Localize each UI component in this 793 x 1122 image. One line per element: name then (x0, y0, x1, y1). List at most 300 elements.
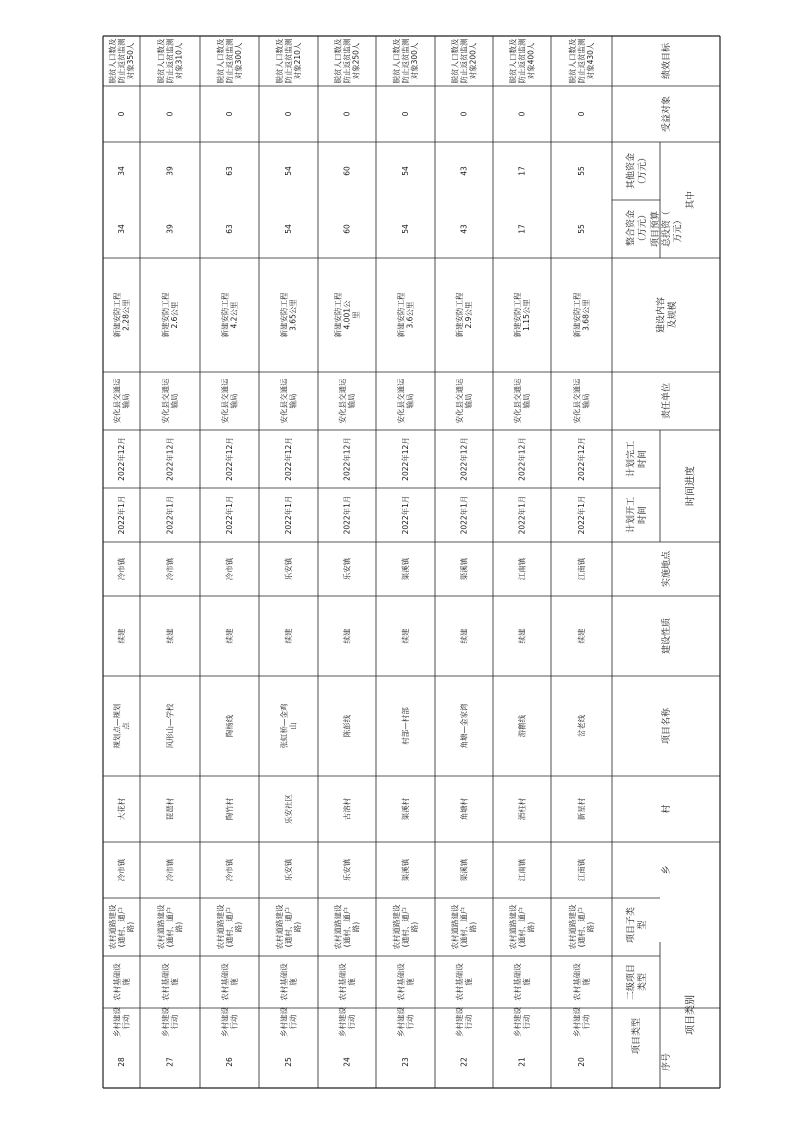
header-total-budget (649, 211, 684, 247)
cell-end (165, 437, 175, 481)
cell-sub-type-text: 农村道路建设(通村、通户路) (508, 904, 536, 950)
cell-construction-nature (116, 628, 126, 643)
cell-other-funds-text: 0 (165, 111, 175, 117)
cell-township-text: 江南镇 (517, 858, 527, 882)
cell-village (400, 797, 410, 820)
cell-township-text: 冷市镇 (165, 858, 175, 882)
cell-responsible-unit (396, 378, 415, 423)
cell-sub-type-text: 农村道路建设(通村、通户路) (333, 904, 361, 950)
cell-location-text: 渠溪镇 (459, 557, 469, 581)
cell-township-text: 江南镇 (577, 858, 587, 882)
cell-end-text: 2022年12月 (284, 437, 294, 481)
cell-content-scale-text: 新建安防工程3.68公里 (572, 292, 591, 338)
cell-end-text: 2022年12月 (401, 437, 411, 481)
cell-beneficiaries-text: 脱贫人口数及防止返贫监测对象300人 (392, 38, 420, 84)
cell-other-funds (460, 111, 469, 116)
cell-sub-type (274, 904, 302, 949)
cell-village (576, 797, 586, 820)
cell-construction-nature (400, 628, 410, 643)
cell-township (116, 858, 126, 881)
cell-responsible-unit-text: 安化县交通运输局 (455, 378, 474, 424)
cell-seq (166, 1057, 175, 1067)
cell-location-text: 乐安镇 (284, 557, 294, 581)
cell-beneficiaries (508, 38, 536, 83)
cell-content-scale-text: 新建安防工程4.2公里 (220, 292, 239, 338)
cell-total-budget-text: 34 (117, 224, 127, 234)
cell-start-text: 2022年1月 (459, 495, 469, 535)
header-village (660, 804, 672, 813)
cell-integrated-funds (460, 166, 469, 176)
cell-township-text: 渠溪镇 (459, 858, 469, 882)
cell-beneficiaries (156, 38, 184, 83)
cell-start (165, 496, 175, 535)
cell-seq (460, 1057, 469, 1067)
cell-responsible-unit-text: 安化县交通运输局 (161, 378, 180, 424)
cell-township (224, 858, 234, 881)
cell-responsible-unit-text: 安化县交通运输局 (220, 378, 239, 424)
cell-end (459, 437, 469, 481)
header-start-text: 计划开工时间 (626, 496, 648, 534)
header-other-funds-text: 其他资金（万元） (626, 152, 648, 190)
cell-responsible-unit (112, 378, 131, 423)
cell-start (400, 496, 410, 535)
cell-responsible-unit (337, 378, 356, 423)
cell-construction-nature-text: 续建 (342, 628, 352, 644)
cell-integrated-funds-text: 63 (225, 166, 235, 176)
cell-start (224, 496, 234, 535)
cell-integrated-funds-text: 34 (117, 166, 127, 176)
cell-construction-nature-text: 续建 (459, 628, 469, 644)
cell-sub-type-text: 农村道路建设(通村、通户路) (450, 904, 478, 950)
cell-project-type (572, 1007, 591, 1037)
cell-level2-type-text: 农村基础设施 (396, 963, 415, 1001)
cell-level2-type-text: 农村基础设施 (513, 963, 532, 1001)
cell-seq (577, 1057, 586, 1067)
cell-total-budget-text: 60 (342, 224, 352, 234)
cell-end (342, 437, 352, 481)
header-start (625, 497, 648, 533)
cell-project-type-text: 乡村建设行动 (112, 1007, 131, 1037)
cell-township-text: 冷市镇 (117, 858, 127, 882)
header-project-type-text: 项目类型 (632, 1017, 643, 1055)
header-performance-goal (660, 42, 672, 79)
cell-beneficiaries-text: 脱贫人口数及防止返贫监测对象430人 (568, 38, 596, 84)
cell-content-scale-text: 新建安防工程2.9公里 (455, 292, 474, 338)
cell-start-text: 2022年1月 (225, 495, 235, 535)
cell-total-budget (343, 224, 352, 234)
cell-village-text: 乐安社区 (284, 794, 294, 824)
cell-integrated-funds (401, 166, 410, 176)
cell-seq-text: 27 (165, 1057, 175, 1067)
cell-project-type-text: 乡村建设行动 (279, 1007, 298, 1037)
cell-seq-text: 21 (517, 1057, 527, 1067)
cell-end-text: 2022年12月 (225, 437, 235, 481)
cell-project-type-text: 乡村建设行动 (161, 1007, 180, 1037)
cell-total-budget-text: 43 (459, 224, 469, 234)
cell-start-text: 2022年1月 (517, 495, 527, 535)
cell-end-text: 2022年12月 (459, 437, 469, 481)
header-township (660, 865, 672, 874)
cell-project-name (576, 714, 586, 737)
cell-integrated-funds-text: 54 (401, 166, 411, 176)
cell-level2-type-text: 农村基础设施 (220, 963, 239, 1001)
cell-integrated-funds (225, 166, 234, 176)
cell-total-budget-text: 63 (225, 224, 235, 234)
cell-location (283, 557, 293, 580)
cell-location-text: 冷市镇 (165, 557, 175, 581)
cell-other-funds-text: 0 (459, 111, 469, 117)
cell-sub-type-text: 农村道路建设(通村、通户路) (275, 904, 303, 950)
cell-project-type-text: 乡村建设行动 (220, 1007, 239, 1037)
cell-end (224, 437, 234, 481)
cell-integrated-funds-text: 55 (577, 166, 587, 176)
cell-start-text: 2022年1月 (117, 495, 127, 535)
cell-project-type-text: 乡村建设行动 (513, 1007, 532, 1037)
header-construction-nature-text: 建设性质 (662, 617, 673, 655)
cell-project-type-text: 乡村建设行动 (455, 1007, 474, 1037)
cell-content-scale (160, 292, 179, 337)
cell-level2-type (396, 963, 415, 1001)
cell-total-budget (166, 224, 175, 234)
cell-location (165, 557, 175, 580)
cell-seq (284, 1057, 293, 1067)
cell-township-text: 乐安镇 (284, 858, 294, 882)
header-integrated-funds-text: 整合资金（万元） (626, 209, 648, 247)
cell-other-funds (117, 111, 126, 116)
cell-location (400, 557, 410, 580)
cell-project-name (459, 703, 469, 748)
header-location-text: 实施地点 (662, 550, 673, 588)
cell-end (400, 437, 410, 481)
cell-seq-text: 26 (225, 1057, 235, 1067)
cell-total-budget (401, 224, 410, 234)
cell-township (459, 858, 469, 881)
cell-project-name (517, 714, 527, 737)
header-responsible-unit-text: 责任单位 (662, 382, 673, 420)
cell-responsible-unit-text: 安化县交通运输局 (279, 378, 298, 424)
cell-sub-type-text: 农村道路建设(通村、通户路) (108, 904, 136, 950)
cell-sub-type (508, 904, 536, 949)
cell-other-funds-text: 0 (342, 111, 352, 117)
cell-total-budget (518, 224, 527, 234)
cell-seq-text: 22 (459, 1057, 469, 1067)
cell-responsible-unit-text: 安化县交通运输局 (396, 378, 415, 424)
cell-responsible-unit (160, 378, 179, 423)
cell-end-text: 2022年12月 (165, 437, 175, 481)
header-seq (660, 1053, 672, 1071)
cell-integrated-funds (117, 166, 126, 176)
cell-township-text: 乐安镇 (342, 858, 352, 882)
header-village-text: 村 (662, 804, 673, 814)
cell-sub-type (215, 904, 243, 949)
header-performance-goal-text: 绩效目标 (662, 42, 673, 80)
cell-start (517, 496, 527, 535)
cell-content-scale-text: 新建安防工程4.001公里 (333, 292, 361, 338)
cell-project-name-text: 规划点—规划点 (112, 703, 131, 749)
cell-integrated-funds-text: 39 (165, 166, 175, 176)
header-responsible-unit (660, 383, 672, 419)
cell-end-text: 2022年12月 (577, 437, 587, 481)
cell-end (283, 437, 293, 481)
cell-start-text: 2022年1月 (577, 495, 587, 535)
cell-seq-text: 23 (401, 1057, 411, 1067)
cell-sub-type (391, 904, 419, 949)
cell-location-text: 乐安镇 (342, 557, 352, 581)
cell-total-budget (577, 224, 586, 234)
cell-village (459, 797, 469, 820)
cell-project-name-text: 岔老线 (577, 714, 587, 738)
header-level2-type (626, 964, 648, 1000)
cell-content-scale (220, 292, 239, 337)
cell-project-name (224, 714, 234, 737)
cell-location-text: 冷市镇 (225, 557, 235, 581)
cell-project-name-text: 游鹅线 (517, 714, 527, 738)
cell-integrated-funds-text: 43 (459, 166, 469, 176)
cell-township (283, 858, 293, 881)
cell-project-name (165, 703, 175, 748)
header-beneficiaries (660, 96, 672, 132)
header-end (625, 441, 648, 477)
cell-total-budget-text: 54 (284, 224, 294, 234)
cell-beneficiaries-text: 脱贫人口数及防止返贫监测对象400人 (508, 38, 536, 84)
cell-integrated-funds (166, 166, 175, 176)
cell-level2-type-text: 农村基础设施 (161, 963, 180, 1001)
cell-total-budget-text: 39 (165, 224, 175, 234)
cell-other-funds-text: 0 (117, 111, 127, 117)
header-project-type (630, 1018, 642, 1054)
cell-start (459, 496, 469, 535)
cell-project-name (342, 714, 352, 737)
cell-level2-type-text: 农村基础设施 (572, 963, 591, 1001)
cell-sub-type (156, 904, 184, 949)
cell-responsible-unit-text: 安化县交通运输局 (513, 378, 532, 424)
cell-other-funds (225, 111, 234, 116)
cell-start (342, 496, 352, 535)
cell-township-text: 渠溪镇 (401, 858, 411, 882)
cell-seq (401, 1057, 410, 1067)
cell-level2-type (454, 963, 473, 1001)
cell-project-type (220, 1007, 239, 1037)
header-integrated-funds (625, 210, 648, 246)
cell-other-funds (166, 111, 175, 116)
cell-village (116, 797, 126, 820)
header-project-name (660, 707, 672, 744)
cell-other-funds (284, 111, 293, 116)
cell-construction-nature (283, 628, 293, 643)
cell-other-funds-text: 0 (517, 111, 527, 117)
cell-integrated-funds (284, 166, 293, 176)
header-sub-type-text: 项目子类型 (626, 906, 648, 944)
header-project-name-text: 项目名称 (662, 707, 673, 745)
header-total-budget-text: 项目预算总投资（万元） (650, 210, 684, 248)
cell-township (576, 858, 586, 881)
cell-location (224, 557, 234, 580)
cell-start-text: 2022年1月 (342, 495, 352, 535)
cell-village (517, 797, 527, 820)
cell-responsible-unit (279, 378, 298, 423)
header-schedule (684, 466, 697, 506)
cell-content-scale (572, 292, 591, 337)
cell-township (517, 858, 527, 881)
cell-construction-nature (517, 628, 527, 643)
cell-construction-nature-text: 续建 (284, 628, 294, 644)
cell-beneficiaries-text: 脱贫人口数及防止返贫监测对象310人 (156, 38, 184, 84)
cell-project-type-text: 乡村建设行动 (396, 1007, 415, 1037)
cell-project-name-text: 张虹桥—金鸡山 (279, 703, 298, 749)
cell-end-text: 2022年12月 (342, 437, 352, 481)
cell-project-name-text: 陈彭线 (342, 714, 352, 738)
cell-project-type (512, 1007, 531, 1037)
cell-other-funds-text: 0 (284, 111, 294, 117)
header-beneficiaries-text: 受益对象 (662, 95, 673, 133)
cell-sub-type-text: 农村道路建设(通村、通户路) (568, 904, 596, 950)
header-sub-type (625, 907, 648, 943)
cell-end (517, 437, 527, 481)
cell-location-text: 江南镇 (517, 557, 527, 581)
cell-village (283, 794, 293, 824)
cell-beneficiaries-text: 脱贫人口数及防止返贫监测对象250人 (333, 38, 361, 84)
cell-content-scale-text: 新建安防工程2.6公里 (161, 292, 180, 338)
cell-responsible-unit-text: 安化县交通运输局 (572, 378, 591, 424)
cell-responsible-unit (512, 378, 531, 423)
cell-level2-type (572, 963, 591, 1001)
cell-location (342, 557, 352, 580)
cell-project-type-text: 乡村建设行动 (338, 1007, 357, 1037)
cell-content-scale (279, 292, 298, 337)
cell-project-name-text: 陶杨线 (225, 714, 235, 738)
cell-end-text: 2022年12月 (117, 437, 127, 481)
cell-beneficiaries-text: 脱贫人口数及防止返贫监测对象350人 (108, 38, 136, 84)
cell-content-scale-text: 新建安防工程3.65公里 (279, 292, 298, 338)
header-township-text: 乡 (662, 865, 673, 875)
cell-other-funds-text: 0 (401, 111, 411, 117)
cell-other-funds (343, 111, 352, 116)
cell-location-text: 渠溪镇 (401, 557, 411, 581)
cell-beneficiaries (333, 38, 361, 83)
cell-responsible-unit (572, 378, 591, 423)
cell-other-funds-text: 0 (225, 111, 235, 117)
cell-seq (117, 1057, 126, 1067)
cell-seq-text: 25 (284, 1057, 294, 1067)
cell-construction-nature-text: 续建 (401, 628, 411, 644)
cell-location (459, 557, 469, 580)
cell-seq-text: 24 (342, 1057, 352, 1067)
cell-content-scale (512, 292, 531, 337)
cell-start (283, 496, 293, 535)
header-of-which (684, 191, 696, 209)
cell-other-funds (577, 111, 586, 116)
cell-start-text: 2022年1月 (284, 495, 294, 535)
header-other-funds (625, 153, 648, 189)
cell-content-scale (454, 292, 473, 337)
cell-village-text: 酒柱村 (517, 797, 527, 821)
cell-beneficiaries (215, 38, 243, 83)
cell-sub-type-text: 农村道路建设(通村、通户路) (156, 904, 184, 950)
header-content-scale (655, 297, 678, 333)
cell-beneficiaries-text: 脱贫人口数及防止返贫监测对象210人 (275, 38, 303, 84)
cell-level2-type-text: 农村基础设施 (455, 963, 474, 1001)
cell-beneficiaries-text: 脱贫人口数及防止返贫监测对象300人 (216, 38, 244, 84)
cell-integrated-funds (577, 166, 586, 176)
cell-content-scale-text: 新建安防工程1.15公里 (513, 292, 532, 338)
cell-level2-type (160, 963, 179, 1001)
cell-sub-type (333, 904, 361, 949)
header-category (684, 995, 697, 1035)
table-text (107, 38, 696, 1071)
cell-village-text: 陶竹村 (225, 797, 235, 821)
cell-village (165, 797, 175, 820)
cell-construction-nature-text: 续建 (577, 628, 587, 644)
cell-sub-type (567, 904, 595, 949)
header-seq-text: 序号 (662, 1052, 673, 1072)
cell-village-text: 渠溪村 (401, 797, 411, 821)
cell-level2-type-text: 农村基础设施 (112, 963, 131, 1001)
cell-total-budget (460, 224, 469, 234)
cell-start-text: 2022年1月 (165, 495, 175, 535)
cell-seq (518, 1057, 527, 1067)
cell-responsible-unit-text: 安化县交通运输局 (338, 378, 357, 424)
cell-project-type (454, 1007, 473, 1037)
cell-construction-nature (224, 628, 234, 643)
header-schedule-text: 时间进度 (685, 466, 697, 506)
cell-responsible-unit (220, 378, 239, 423)
cell-sub-type (107, 904, 135, 949)
cell-project-type (396, 1007, 415, 1037)
cell-sub-type (450, 904, 478, 949)
cell-end (116, 437, 126, 481)
cell-township (400, 858, 410, 881)
header-construction-nature (660, 618, 672, 654)
cell-other-funds (401, 111, 410, 116)
cell-level2-type (220, 963, 239, 1001)
cell-village-text: 新星村 (577, 797, 587, 821)
cell-project-name (112, 703, 131, 748)
cell-level2-type-text: 农村基础设施 (279, 963, 298, 1001)
cell-beneficiaries (274, 38, 302, 83)
cell-total-budget-text: 55 (577, 224, 587, 234)
cell-content-scale (112, 292, 131, 337)
cell-project-type (160, 1007, 179, 1037)
cell-end-text: 2022年12月 (517, 437, 527, 481)
cell-construction-nature (165, 628, 175, 643)
cell-village-text: 古溶村 (342, 797, 352, 821)
cell-location-text: 冷市镇 (117, 557, 127, 581)
cell-location-text: 江南镇 (577, 557, 587, 581)
cell-construction-nature-text: 续建 (117, 628, 127, 644)
cell-other-funds (518, 111, 527, 116)
cell-construction-nature (342, 628, 352, 643)
cell-project-name-text: 村部—村部 (401, 707, 411, 745)
cell-total-budget (284, 224, 293, 234)
cell-township (342, 858, 352, 881)
header-level2-type-text: 二级项目类型 (626, 963, 648, 1001)
cell-integrated-funds-text: 17 (517, 166, 527, 176)
cell-village-text: 角塘村 (459, 797, 469, 821)
cell-beneficiaries (107, 38, 135, 83)
header-end-text: 计划完工时间 (626, 440, 648, 478)
cell-seq (225, 1057, 234, 1067)
cell-content-scale-text: 新建安防工程2.28公里 (112, 292, 131, 338)
cell-seq (343, 1057, 352, 1067)
cell-level2-type (279, 963, 298, 1001)
cell-township-text: 冷市镇 (225, 858, 235, 882)
cell-beneficiaries (391, 38, 419, 83)
cell-start (116, 496, 126, 535)
cell-beneficiaries (450, 38, 478, 83)
cell-construction-nature-text: 续建 (225, 628, 235, 644)
cell-project-type-text: 乡村建设行动 (572, 1007, 591, 1037)
cell-responsible-unit (454, 378, 473, 423)
